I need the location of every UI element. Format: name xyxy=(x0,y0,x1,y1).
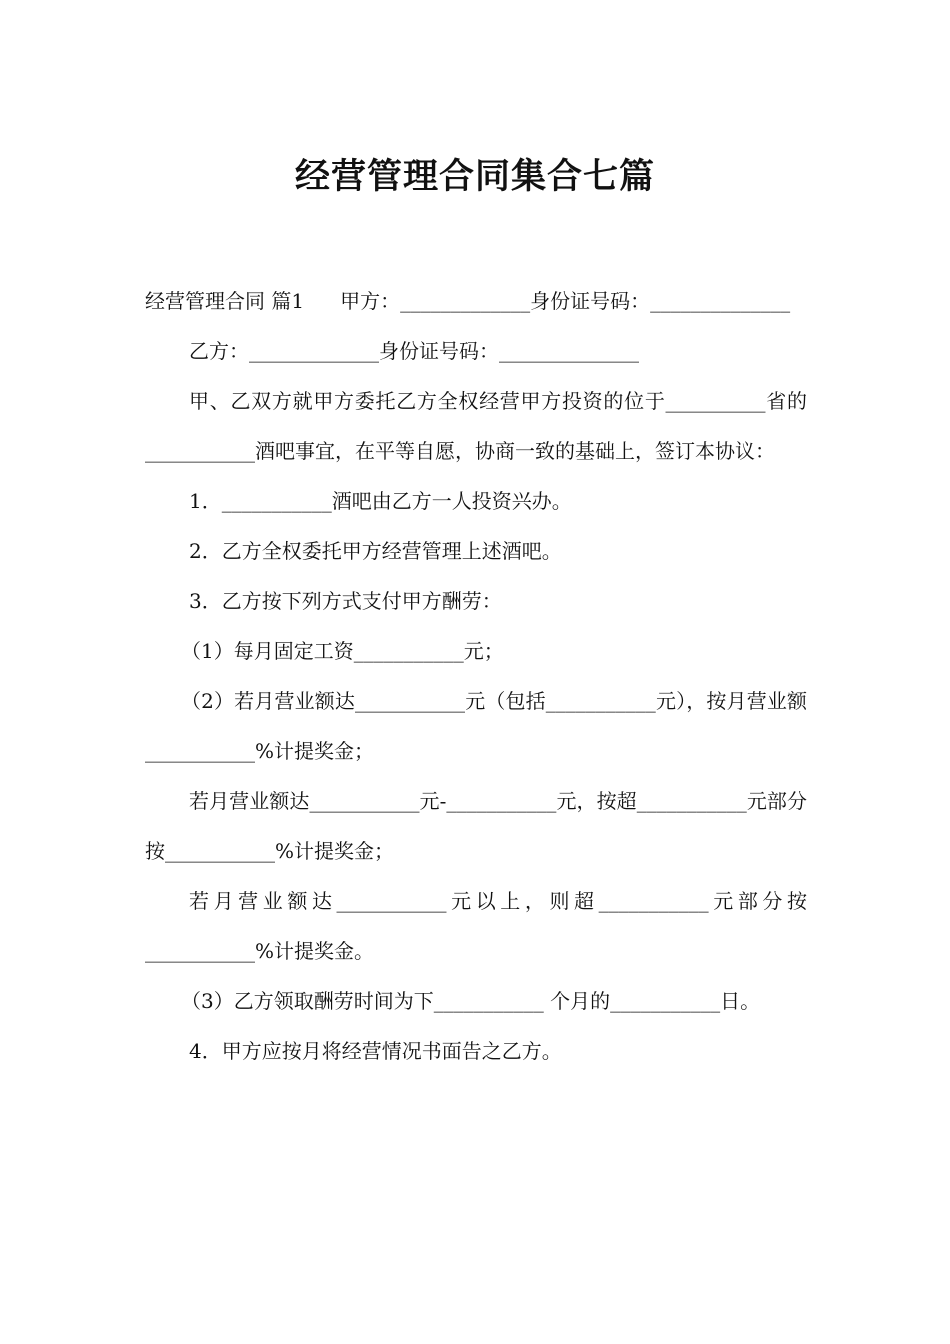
clause-3-tier-3: 若月营业额达___________元以上，则超___________元部分按___________%计提奖金。 xyxy=(145,889,807,963)
document-body xyxy=(145,276,807,1076)
clause-4: 4．甲方应按月将经营情况书面告之乙方。 xyxy=(189,1039,562,1063)
paragraph-preamble: 甲、乙双方就甲方委托乙方全权经营甲方投资的位于__________省的___________酒吧事宜，在平等自愿，协商一致的基础上，签订本协议： xyxy=(145,389,807,463)
party-a-line: 甲方：_____________身份证号码：______________ xyxy=(340,289,791,313)
paragraph-1 xyxy=(145,276,807,326)
document-title: 经营管理合同集合七篇 xyxy=(294,157,655,198)
clause-1: 1．___________酒吧由乙方一人投资兴办。 xyxy=(189,489,572,513)
clause-3-item-3: （3）乙方领取酬劳时间为下___________ 个月的___________日。 xyxy=(181,989,761,1013)
clause-3-item-1: （1）每月固定工资___________元； xyxy=(181,639,504,663)
clause-3: 3．乙方按下列方式支付甲方酬劳： xyxy=(189,589,502,613)
clause-3-item-2: （2）若月营业额达___________元（包括___________元），按月营业额___________%计提奖金； xyxy=(145,689,807,763)
party-b-line: 乙方：_____________身份证号码：______________ xyxy=(189,339,639,363)
section-heading: 经营管理合同 篇1 xyxy=(145,289,305,313)
clause-3-tier-2: 若月营业额达___________元-___________元，按超___________元部分按___________%计提奖金； xyxy=(145,789,807,863)
clause-2: 2．乙方全权委托甲方经营管理上述酒吧。 xyxy=(189,539,562,563)
